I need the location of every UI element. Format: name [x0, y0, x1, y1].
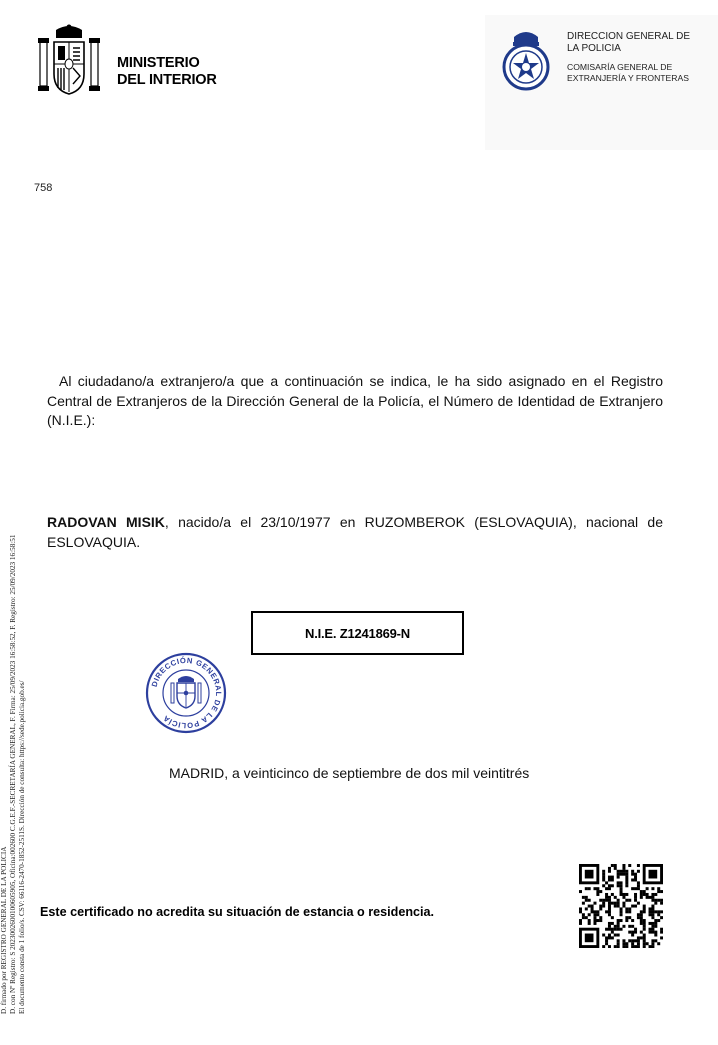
coat-of-arms-icon: [38, 24, 100, 98]
directorate-name: [567, 31, 690, 55]
nie-number: N.I.E. Z1241869-N: [305, 625, 410, 641]
person-paragraph: [47, 513, 663, 552]
margin-signature-block: [0, 414, 40, 1014]
directorate-line-2: LA POLICIA: [567, 43, 621, 54]
place-date: MADRID, a veinticinco de septiembre de dos mil veintitrés: [169, 765, 530, 781]
directorate-line-1: DIRECCION GENERAL DE: [567, 31, 690, 42]
commissariat-line-2: EXTRANJERÍA Y FRONTERAS: [567, 73, 689, 83]
ministry-name: [117, 55, 217, 89]
commissariat-line-1: COMISARÍA GENERAL DE: [567, 62, 673, 72]
dgp-seal-icon: [145, 652, 227, 734]
margin-line-3: El documento consta de 1 folio/s. CSV: 66116-2470-1852-2511S. Dirección de consulta: https://sede.policia.gob.es/: [18, 680, 26, 1014]
nie-box: [251, 611, 464, 655]
commissariat-name: [567, 62, 689, 84]
intro-paragraph: Al ciudadano/a extranjero/a que a continuación se indica, le ha sido asignado en el Registro Central de Extranjeros de la Dirección General de la Policía, el Número de Identidad de Extranjero (N.I.E.):: [47, 373, 663, 428]
margin-line-1: D. firmado por REGISTRO GENERAL DE LA POLICIA: [0, 846, 8, 1014]
qr-code-icon[interactable]: [579, 864, 663, 948]
seal-text: DIRECCIÓN GENERAL DE LA POLICÍA: [149, 655, 224, 731]
police-badge-icon: [501, 27, 551, 91]
ministry-line-2: DEL INTERIOR: [117, 72, 217, 88]
disclaimer: Este certificado no acredita su situación de estancia o residencia.: [40, 905, 435, 919]
ministry-line-1: MINISTERIO: [117, 55, 200, 71]
document-reference: 758: [34, 182, 53, 194]
person-name: RADOVAN MISIK: [47, 514, 165, 530]
person-details: , nacido/a el 23/10/1977 en RUZOMBEROK (ESLOVAQUIA), nacional de ESLOVAQUIA.: [47, 514, 663, 550]
margin-line-2: D. con Nº Registro: S 2023002600100605905, Oficina:002600 C.G.E.F.-SECRETARÍA GENERAL, F. Firma: 25/09/2023 16:58:52, F. Registro: 25/09/2023 16:58:51: [9, 534, 17, 1014]
